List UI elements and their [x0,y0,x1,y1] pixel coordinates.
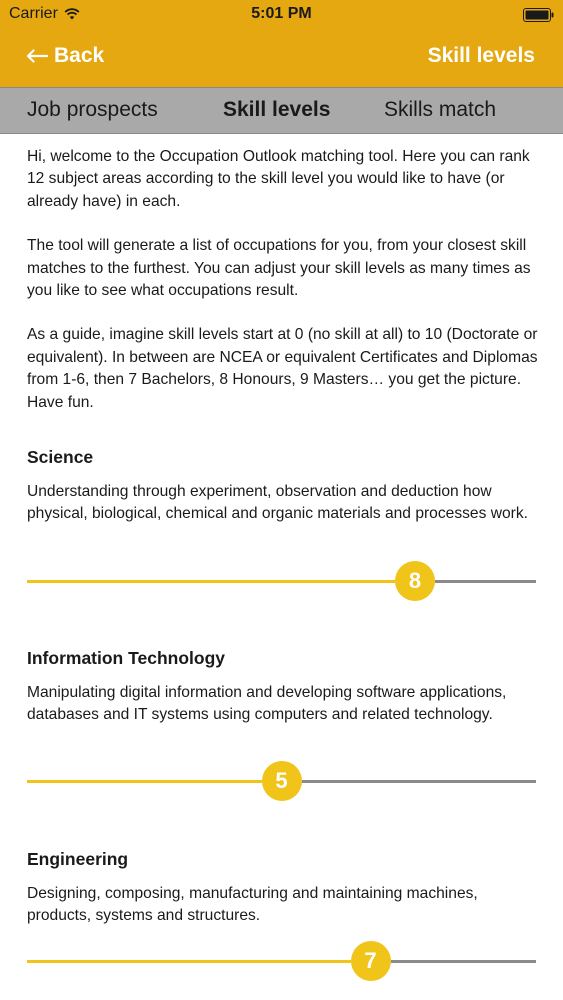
slider-knob[interactable]: 7 [351,941,391,981]
skill-section-science [27,447,539,526]
back-arrow-icon [26,49,48,63]
skill-slider-engineering[interactable] [27,941,536,981]
back-button[interactable] [26,44,104,68]
slider-track-empty [391,960,537,963]
slider-track-empty [435,580,536,583]
status-bar [0,0,563,30]
intro-paragraph: As a guide, imagine skill levels start at 0 (no skill at all) to 10 (Doctorate or equivalent). In between are NCEA or equivalent Certificates and Diplomas from 1-6, then 7 Bachelors, 8 Honours, 9 Masters… you get the picture. Have fun. [27,326,538,411]
slider-knob[interactable]: 5 [262,761,302,801]
back-button-label: Back [54,44,105,67]
skill-title: Engineering [27,849,129,869]
skill-description: Understanding through experiment, observation and deduction how physical, biological, chemical and organic materials and processes work. [27,483,528,523]
navigation-bar [0,30,563,87]
tab-skills-match[interactable]: Skills match [384,98,497,121]
intro-paragraph: Hi, welcome to the Occupation Outlook matching tool. Here you can rank 12 subject areas according to the skill level you would like to have (or already have) in each. [27,148,530,210]
skill-section-information-technology [27,648,539,727]
skill-description: Manipulating digital information and developing software applications, databases and IT systems using computers and related technology. [27,684,507,724]
skill-description: Designing, composing, manufacturing and maintaining machines, products, systems and structures. [27,885,478,925]
skill-title: Information Technology [27,648,226,668]
slider-track-empty [302,780,537,783]
skill-title: Science [27,447,94,467]
tab-job-prospects[interactable]: Job prospects [27,98,158,121]
tab-bar [0,87,563,134]
skill-slider-information-technology[interactable] [27,761,536,801]
slider-knob[interactable]: 8 [395,561,435,601]
status-time: 5:01 PM [251,5,312,22]
page-title: Skill levels [427,44,535,67]
intro-paragraph: The tool will generate a list of occupations for you, from your closest skill matches to the furthest. You can adjust your skill levels as many times as you like to see what occupations result. [27,237,531,300]
intro-text [27,146,539,436]
battery-icon [523,8,554,22]
slider-track-filled [27,580,395,583]
skill-slider-science[interactable] [27,561,536,601]
slider-track-filled [27,780,262,783]
slider-track-filled [27,960,351,963]
skill-section-engineering [27,849,539,928]
tab-skill-levels[interactable]: Skill levels [223,98,331,121]
carrier-label: Carrier [9,5,58,22]
